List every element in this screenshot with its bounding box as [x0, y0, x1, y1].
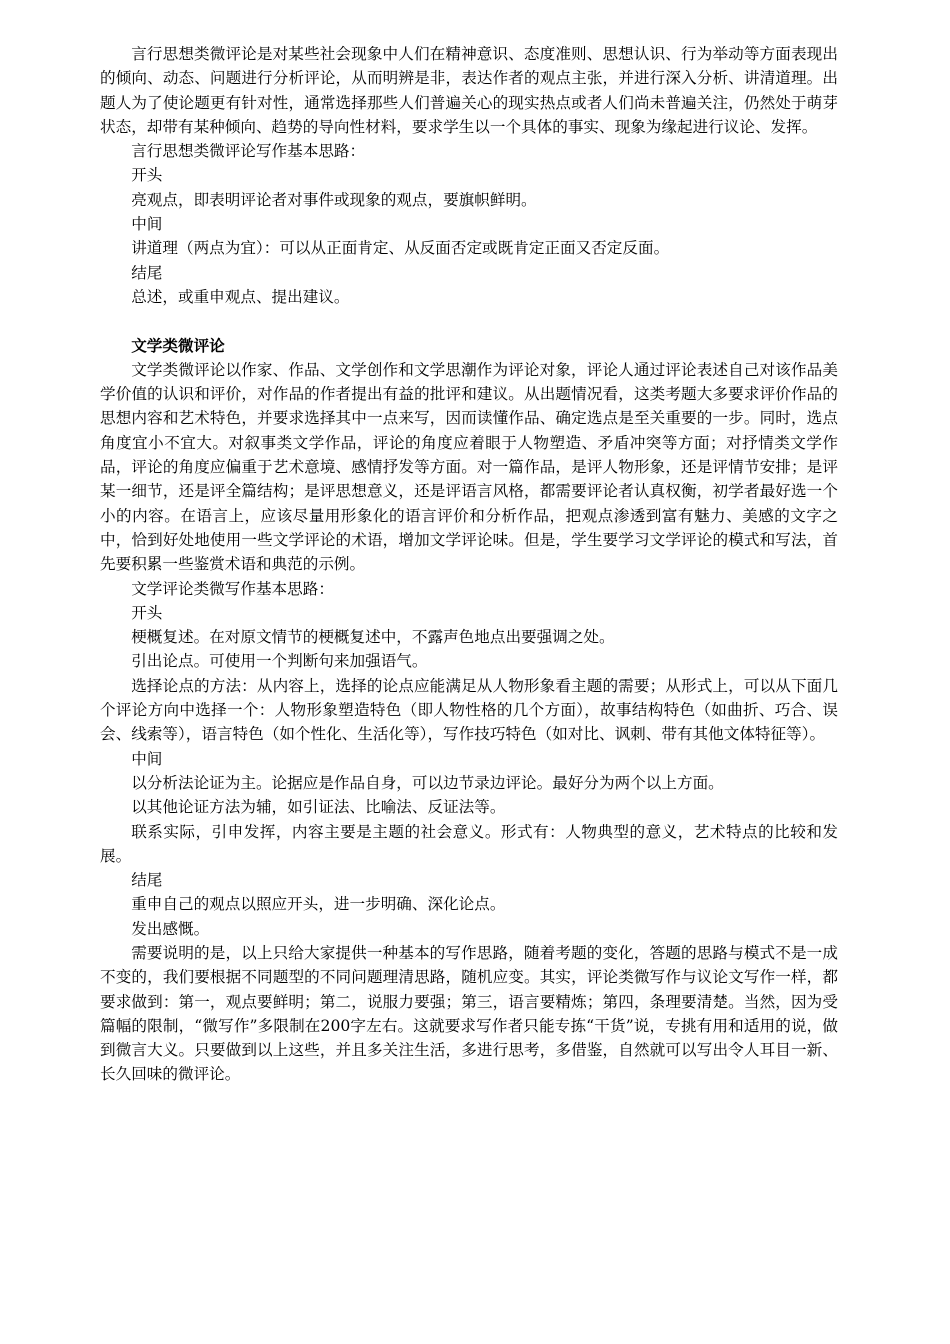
section2-outline-title: 文学评论类微写作基本思路： — [131, 579, 334, 598]
section2-middle-item: 联系实际，引申发挥，内容主要是主题的社会意义。形式有：人物典型的意义，艺术特点的比较和发展。 — [100, 822, 838, 865]
blank-line — [100, 309, 838, 333]
section1-end-label: 结尾 — [131, 263, 163, 282]
section2-middle-item: 以其他论证方法为辅，如引证法、比喻法、反证法等。 — [131, 798, 506, 817]
section2-head-item: 梗概复述。在对原文情节的梗概复述中，不露声色地点出要强调之处。 — [131, 628, 615, 647]
section2-end-label: 结尾 — [131, 871, 163, 890]
section2-head-item: 选择论点的方法：从内容上，选择的论点应能满足从人物形象看主题的需要；从形式上，可以从下面几个评论方向中选择一个：人物形象塑造特色（即人物性格的几个方面），故事结构特色（如曲折、巧合、误会、线索等），语言特色（如个性化、生活化等），写作技巧特色（如对比、讽刺、带有其他文体特征等）。 — [100, 676, 838, 744]
section2-head-item: 引出论点。可使用一个判断句来加强语气。 — [131, 652, 428, 671]
section2-middle-label: 中间 — [131, 749, 163, 768]
section2-end-item: 发出感慨。 — [131, 919, 210, 938]
section1-head-label: 开头 — [131, 166, 163, 185]
section1-intro-paragraph: 言行思想类微评论是对某些社会现象中人们在精神意识、态度准则、思想认识、行为举动等方面表现出的倾向、动态、问题进行分析评论，从而明辨是非，表达作者的观点主张，并进行深入分析、讲清道理。出题人为了使论题更有针对性，通常选择那些人们普遍关心的现实热点或者人们尚未普遍关注，仍然处于萌芽状态，却带有某种倾向、趋势的导向性材料，要求学生以一个具体的事实、现象为缘起进行议论、发挥。 — [100, 45, 838, 136]
section2-end-item: 重申自己的观点以照应开头，进一步明确、深化论点。 — [131, 895, 506, 914]
section1-outline-title: 言行思想类微评论写作基本思路： — [131, 142, 366, 161]
section2-heading: 文学类微评论 — [131, 335, 225, 355]
section2-head-label: 开头 — [131, 603, 163, 622]
section2-middle-item: 以分析法论证为主。论据应是作品自身，可以边节录边评论。最好分为两个以上方面。 — [131, 773, 724, 792]
section2-intro-paragraph: 文学类微评论以作家、作品、文学创作和文学思潮作为评论对象，评论人通过评论表述自己对该作品美学价值的认识和评价，对作品的作者提出有益的批评和建议。从出题情况看，这类考题大多要求评价作品的思想内容和艺术特色，并要求选择其中一点来写，因而读懂作品、确定选点是至关重要的一步。同时，选点角度宜小不宜大。对叙事类文学作品，评论的角度应着眼于人物塑造、矛盾冲突等方面；对抒情类文学作品，评论的角度应偏重于艺术意境、感情抒发等方面。对一篇作品，是评人物形象，还是评情节安排；是评某一细节，还是评全篇结构；是评思想意义，还是评语言风格，都需要评论者认真权衡，初学者最好选一个小的内容。在语言上，应该尽量用形象化的语言评价和分析作品，把观点渗透到富有魅力、美感的文字之中，恰到好处地使用一些文学评论的术语，增加文学评论味。但是，学生要学习文学评论的模式和写法，首先要积累一些鉴赏术语和典范的示例。 — [100, 360, 838, 574]
document-page — [100, 42, 838, 1087]
section1-middle-text: 讲道理（两点为宜）：可以从正面肯定、从反面否定或既肯定正面又否定反面。 — [131, 239, 670, 258]
section1-head-text: 亮观点，即表明评论者对事件或现象的观点，要旗帜鲜明。 — [131, 190, 537, 209]
section2-conclusion-paragraph: 需要说明的是，以上只给大家提供一种基本的写作思路，随着考题的变化，答题的思路与模式不是一成不变的，我们要根据不同题型的不同问题理清思路，随机应变。其实，评论类微写作与议论文写作一样，都要求做到：第一，观点要鲜明；第二，说服力要强；第三，语言要精炼；第四，条理要清楚。当然，因为受篇幅的限制，“微写作”多限制在200字左右。这就要求写作者只能专拣“干货”说，专挑有用和适用的说，做到微言大义。只要做到以上这些，并且多关注生活，多进行思考，多借鉴，自然就可以写出令人耳目一新、长久回味的微评论。 — [100, 943, 838, 1084]
section1-middle-label: 中间 — [131, 215, 163, 234]
section1-end-text: 总述，或重申观点、提出建议。 — [131, 287, 350, 306]
